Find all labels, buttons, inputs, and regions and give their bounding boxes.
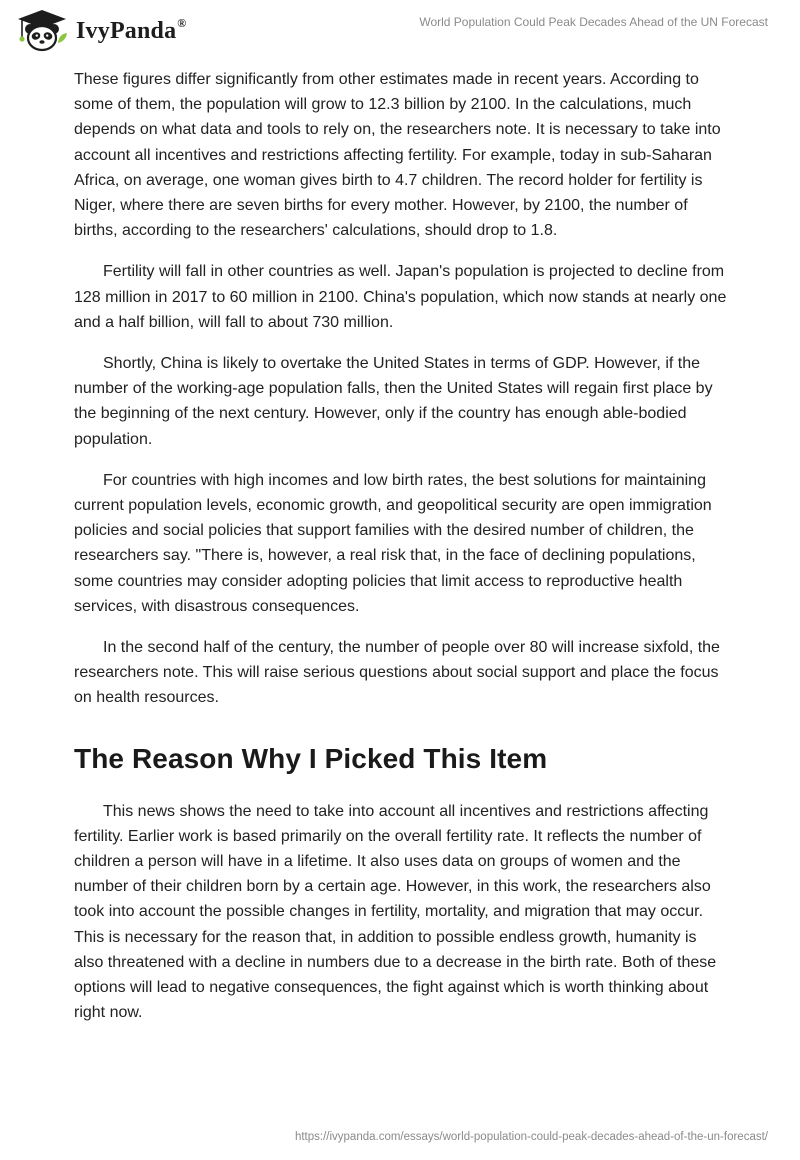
logo-wordmark: IvyPanda®: [76, 15, 187, 44]
paragraph: In the second half of the century, the number of people over 80 will increase sixfold, the researchers note. This will raise serious questions about social support and place the focus on health resources.: [74, 639, 720, 707]
registered-mark: ®: [177, 15, 187, 30]
source-url[interactable]: https://ivypanda.com/essays/world-population-could-peak-decades-ahead-of-the-un-forecast/: [294, 1131, 768, 1143]
paragraph: These figures differ significantly from other estimates made in recent years. According to some of them, the population will grow to 12.3 billion by 2100. In the calculations, much depends on what data and tools to rely on, the researchers note. It is necessary to take into account all incentives and restrictions affecting fertility. For example, today in sub-Saharan Africa, on average, one woman gives birth to 4.7 children. The record holder for fertility is Niger, where there are seven births for every mother. However, by 2100, the number of births, according to the researchers' calculations, should drop to 1.8.: [74, 71, 721, 240]
article-body: [74, 67, 730, 1042]
panda-graduation-cap-icon: [14, 8, 70, 52]
section-heading: The Reason Why I Picked This Item: [74, 742, 548, 774]
paragraph: Shortly, China is likely to overtake the United States in terms of GDP. However, if the number of the working-age population falls, then the United States will regain first place by the beginning of the next century. However, only if the country has enough able-bodied population.: [74, 355, 713, 448]
paragraph: This news shows the need to take into account all incentives and restrictions affecting fertility. Earlier work is based primarily on the overall fertility rate. It reflects the number of children a person will have in a lifetime. It also uses data on groups of women and the number of their children born by a certain age. However, in this work, the researchers also took into account the possible changes in fertility, mortality, and migration that may occur. This is necessary for the reason that, in addition to possible endless growth, humanity is also threatened with a decline in numbers due to a decrease in the birth rate. Both of these options will lead to negative consequences, the fight against which is worth thinking about right now.: [74, 802, 717, 1022]
document-title: World Population Could Peak Decades Ahead of the UN Forecast: [419, 15, 768, 29]
paragraph: Fertility will fall in other countries as well. Japan's population is projected to decline from 128 million in 2017 to 60 million in 2100. China's population, which now stands at nearly one and a half billion, will fall to about 730 million.: [74, 263, 727, 331]
ivypanda-logo[interactable]: [14, 8, 186, 52]
page-header: [0, 0, 800, 60]
paragraph: For countries with high incomes and low birth rates, the best solutions for maintaining current population levels, economic growth, and geopolitical security are open immigration policies and social policies that support families with the desired number of children, the researchers say. "There is, however, a real risk that, in the face of declining populations, some countries may consider adopting policies that limit access to reproductive health services, with disastrous consequences.: [74, 471, 712, 615]
